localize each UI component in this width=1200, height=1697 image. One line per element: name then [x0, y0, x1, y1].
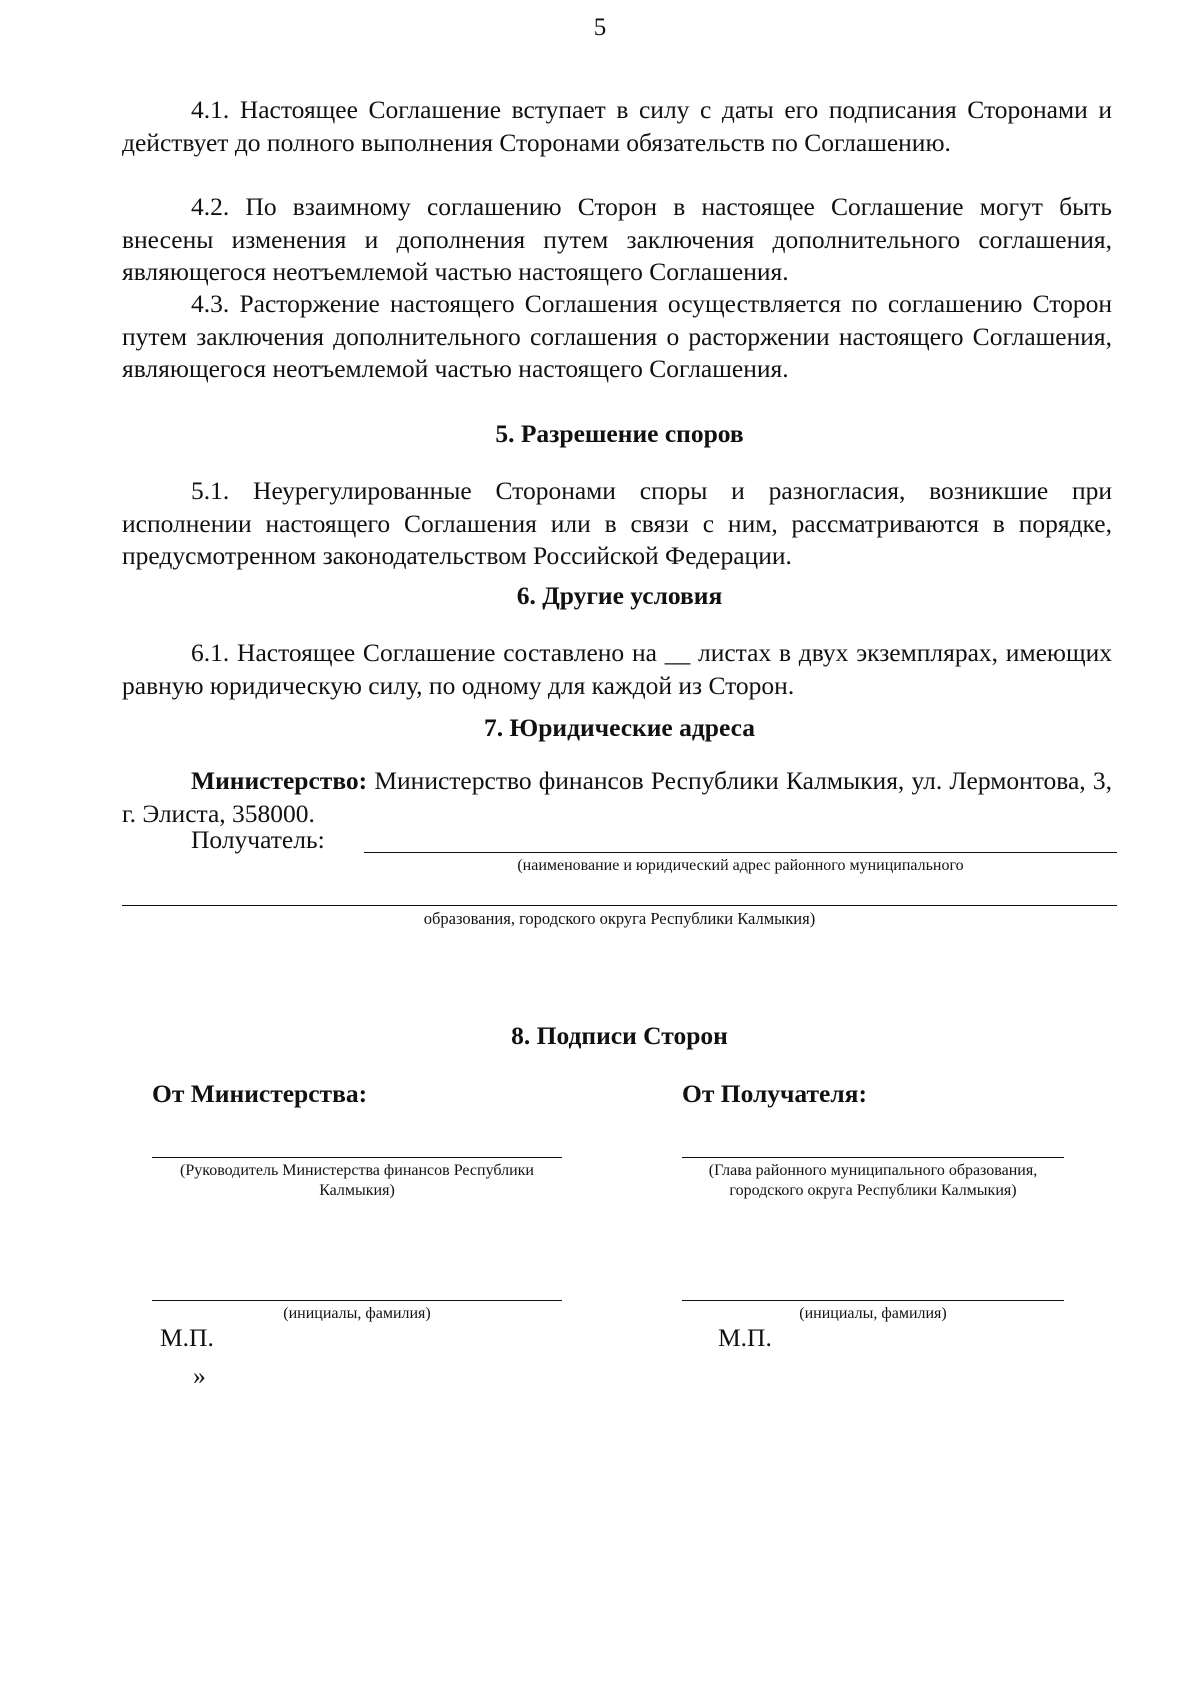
seal-recipient: М.П.: [718, 1323, 772, 1352]
recipient-line: [364, 852, 1117, 853]
signature-recipient-name-caption: (инициалы, фамилия): [799, 1305, 947, 1322]
signature-ministry-position-caption: (Руководитель Министерства финансов Республики Калмыкия): [180, 1162, 534, 1199]
heading-other-terms: 6. Другие условия: [516, 581, 723, 610]
signature-recipient-position-line: [682, 1157, 1064, 1158]
clause-4-3: 4.3. Расторжение настоящего Соглашения осуществляется по соглашению Сторон путем заключения дополнительного соглашения о расторжении настоящего Соглашения, являющегося неотъемлемой частью настоящего Соглашения.: [122, 289, 1112, 383]
seal-ministry: М.П.: [160, 1323, 214, 1352]
page-number: 5: [593, 14, 607, 41]
signature-recipient-title: От Получателя:: [682, 1079, 867, 1108]
ministry-address-text: Министерство финансов Республики Калмыкия, ул. Лермонтова, 3, г. Элиста, 358000.: [122, 766, 1112, 828]
signature-ministry-title: От Министерства:: [152, 1079, 368, 1108]
recipient-label: Получатель:: [191, 825, 325, 854]
clause-6-1: 6.1. Настоящее Соглашение составлено на __ листах в двух экземплярах, имеющих равную юридическую силу, по одному для каждой из Сторон.: [122, 638, 1112, 700]
recipient-line-2: [122, 905, 1117, 906]
signature-ministry-name-line: [152, 1300, 562, 1301]
clause-5-1: 5.1. Неурегулированные Сторонами споры и разногласия, возникшие при исполнении настоящего Соглашения или в связи с ним, рассматриваются в порядке, предусмотренном законодательством Российской Федерации.: [122, 476, 1112, 570]
heading-signatures: 8. Подписи Сторон: [511, 1021, 728, 1050]
signature-recipient-name-line: [682, 1300, 1064, 1301]
closing-quote: »: [193, 1361, 206, 1390]
heading-legal-addresses: 7. Юридические адреса: [484, 713, 755, 742]
signature-ministry-position-line: [152, 1157, 562, 1158]
recipient-caption-1: (наименование и юридический адрес районного муниципального: [517, 857, 964, 874]
clause-4-1: 4.1. Настоящее Соглашение вступает в силу с даты его подписания Сторонами и действует до полного выполнения Сторонами обязательств по Соглашению.: [122, 95, 1112, 157]
recipient-caption-2: образования, городского округа Республики Калмыкия): [423, 909, 816, 928]
ministry-label: Министерство:: [191, 766, 368, 795]
signature-ministry-name-caption: (инициалы, фамилия): [283, 1305, 431, 1322]
clause-4-2: 4.2. По взаимному соглашению Сторон в настоящее Соглашение могут быть внесены изменения и дополнения путем заключения дополнительного соглашения, являющегося неотъемлемой частью настоящего Соглашения.: [122, 192, 1112, 286]
ministry-address: [122, 765, 1112, 830]
signature-recipient-position-caption: (Глава районного муниципального образования, городского округа Республики Калмыкия): [708, 1162, 1038, 1199]
heading-disputes: 5. Разрешение споров: [495, 419, 744, 448]
